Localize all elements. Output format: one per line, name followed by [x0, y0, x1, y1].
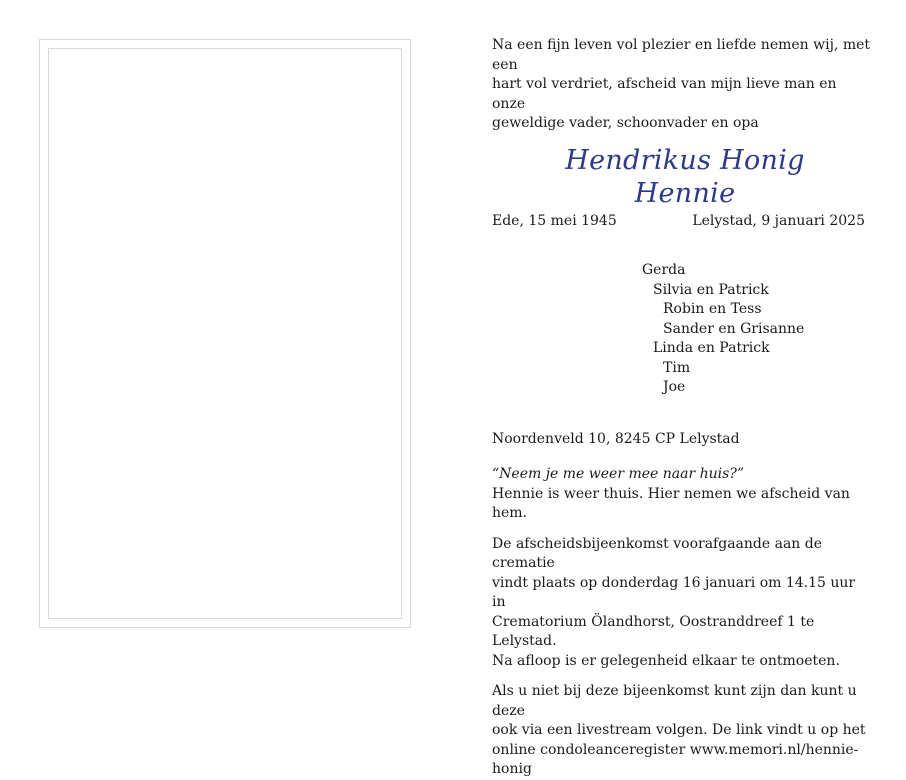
correspondence-address: Noordenveld 10, 8245 CP Lelystad — [492, 430, 740, 447]
family-member: Joe — [663, 379, 686, 395]
family-member: Sander en Grisanne — [663, 320, 805, 337]
family-list — [642, 261, 872, 398]
family-member: Tim — [663, 359, 691, 376]
quote-block — [492, 465, 872, 524]
photo-placeholder — [48, 48, 402, 619]
birth-date: Ede, 15 mei 1945 — [492, 212, 617, 229]
quote-text: “Neem je me weer mee naar huis?” — [492, 466, 744, 482]
life-dates — [492, 212, 865, 232]
intro-text: Na een fijn leven vol plezier en liefde nemen wij, met een hart vol verdriet, afscheid van mijn lieve man en onze geweldige vader, schoonvader en opa — [492, 37, 871, 131]
deceased-full-name: Hendrikus Honig — [565, 144, 805, 176]
livestream-text: Als u niet bij deze bijeenkomst kunt zijn dan kunt u deze ook via een livestream volgen. De link vindt u op het online condoleanceregister www.memori.nl/hennie-honig — [492, 683, 866, 777]
family-member: Gerda — [642, 262, 686, 278]
quote-followup: Hennie is weer thuis. Hier nemen we afscheid van hem. — [492, 485, 850, 521]
deceased-names — [492, 144, 872, 210]
family-member: Robin en Tess — [663, 301, 762, 317]
death-date: Lelystad, 9 januari 2025 — [692, 212, 865, 229]
deceased-nickname: Hennie — [634, 177, 736, 209]
announcement-text — [492, 36, 872, 780]
photo-frame — [39, 39, 411, 628]
ceremony-text: De afscheidsbijeenkomst voorafgaande aan de crematie vindt plaats op donderdag 16 januari om 14.15 uur in Crematorium Ölandhorst, Oostranddreef 1 te Lelystad. Na afloop is er gelegenheid elkaar te ontmoeten. — [492, 535, 856, 669]
family-member: Silvia en Patrick — [653, 281, 769, 298]
family-member: Linda en Patrick — [653, 340, 770, 356]
